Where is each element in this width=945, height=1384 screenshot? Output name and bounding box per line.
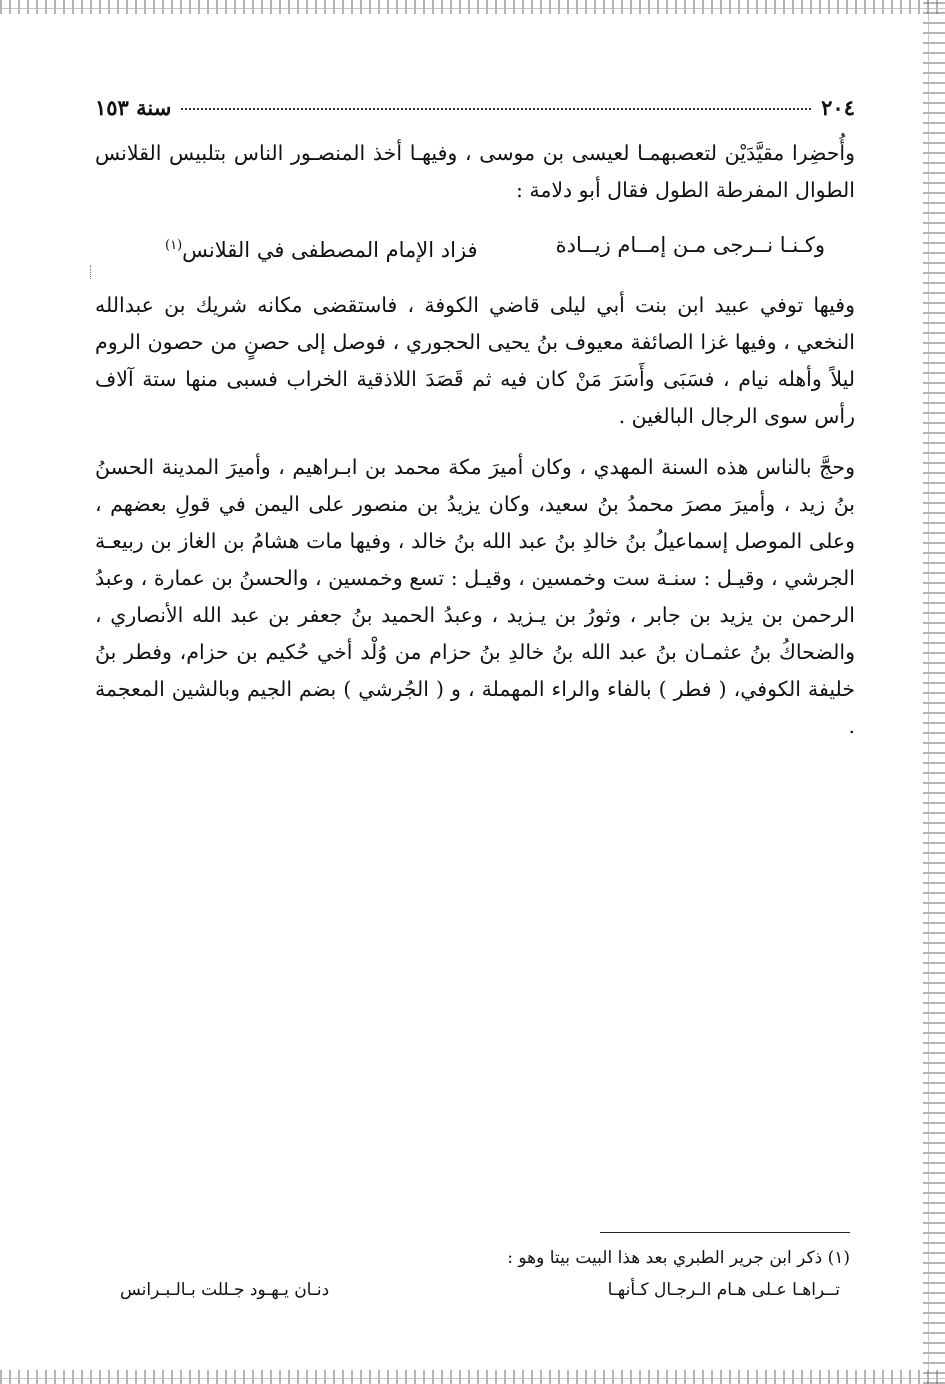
- verse-second-hemistich: فزاد الإمام المصطفى في القلانس$^{(١)}$: [165, 238, 478, 262]
- footnote: [120, 1242, 850, 1306]
- decorative-border-top: [0, 0, 945, 14]
- decorative-border-bottom: [0, 1370, 945, 1384]
- margin-mark: [90, 265, 93, 279]
- footnote-verse: [120, 1274, 850, 1306]
- paragraph-1: وأُحضِرا مقيَّدَيْن لتعصبهمـا لعيسى بن موسى ، وفيهـا أخذ المنصـور الناس بتلبيس القلانس الطوال المفرطة الطول فقال أبو دلامة :: [95, 141, 855, 202]
- footnote-text: (١) ذكر ابن جرير الطبري بعد هذا البيت بيتا وهو :: [507, 1248, 850, 1268]
- header-dotted-leader: [181, 108, 811, 110]
- footnote-divider: [600, 1232, 850, 1233]
- page-body: [95, 95, 855, 745]
- footnote-verse-second: دنـان يـهـود جـللت بـالـبـرانس: [120, 1280, 330, 1300]
- footnote-verse-first: تــراهـا عـلى هـام الـرجـال كـأنهـا: [607, 1280, 840, 1300]
- paragraph-3: وحجَّ بالناس هذه السنة المهدي ، وكان أميرَ مكة محمد بن ابـراهيم ، وأميرَ المدينة الحسنُ بنُ زيد ، وأميرَ مصرَ محمدُ بنُ سعيد، وكان يزيدُ بن منصور على اليمن في قولِ بعضهم ، وعلى الموصل إسماعيلُ بنُ خالدِ بنُ عبد الله بنُ خالد ، وفيها مات هشامُ بن الغاز بن ربيعـة الجرشي ، وقيـل : سنـة ست وخمسين ، وقيـل : تسع وخمسين ، والحسنُ بن عمارة ، وعبدُ الرحمن بن يزيد بن جابر ، وثورُ بن يـزيد ، وعبدُ الحميد بنُ جعفر بن عبد الله الأنصاري ، والضحاكُ بنُ عثمـان بنُ عبد الله بنُ خالدِ بنُ حزام من وُلْد أخي حُكيم بن حزام، وفطر بنُ خليفة الكوفي، ( فطر ) بالفاء والراء المهملة ، و ( الجُرشي ) بضم الجيم وبالشين المعجمة .: [95, 455, 855, 738]
- page-number: ٢٠٤: [821, 95, 855, 120]
- verse-first-hemistich: وكـنـا نــرجى مـن إمــام زيــادة: [555, 233, 825, 257]
- footnote-marker: (١): [165, 238, 183, 253]
- poem-verse: [165, 227, 825, 269]
- page-header: [95, 95, 855, 129]
- paragraph-2: وفيها توفي عبيد ابن بنت أبي ليلى قاضي الكوفة ، فاستقضى مكانه شريك بن عبدالله النخعي ، وفيها غزا الصائفة معيوف بنُ يحيى الحجوري ، فوصل إلى حصنٍ من حصون الروم ليلاً وأهله نيام ، فسَبَى وأَسَرَ مَنْ كان فيه ثم قَصَدَ اللاذقية الخراب فسبى منها ستة آلاف رأس سوى الرجال البالغين .: [95, 293, 855, 428]
- decorative-border-right: [923, 0, 945, 1384]
- year-label: سنة ١٥٣: [95, 95, 172, 120]
